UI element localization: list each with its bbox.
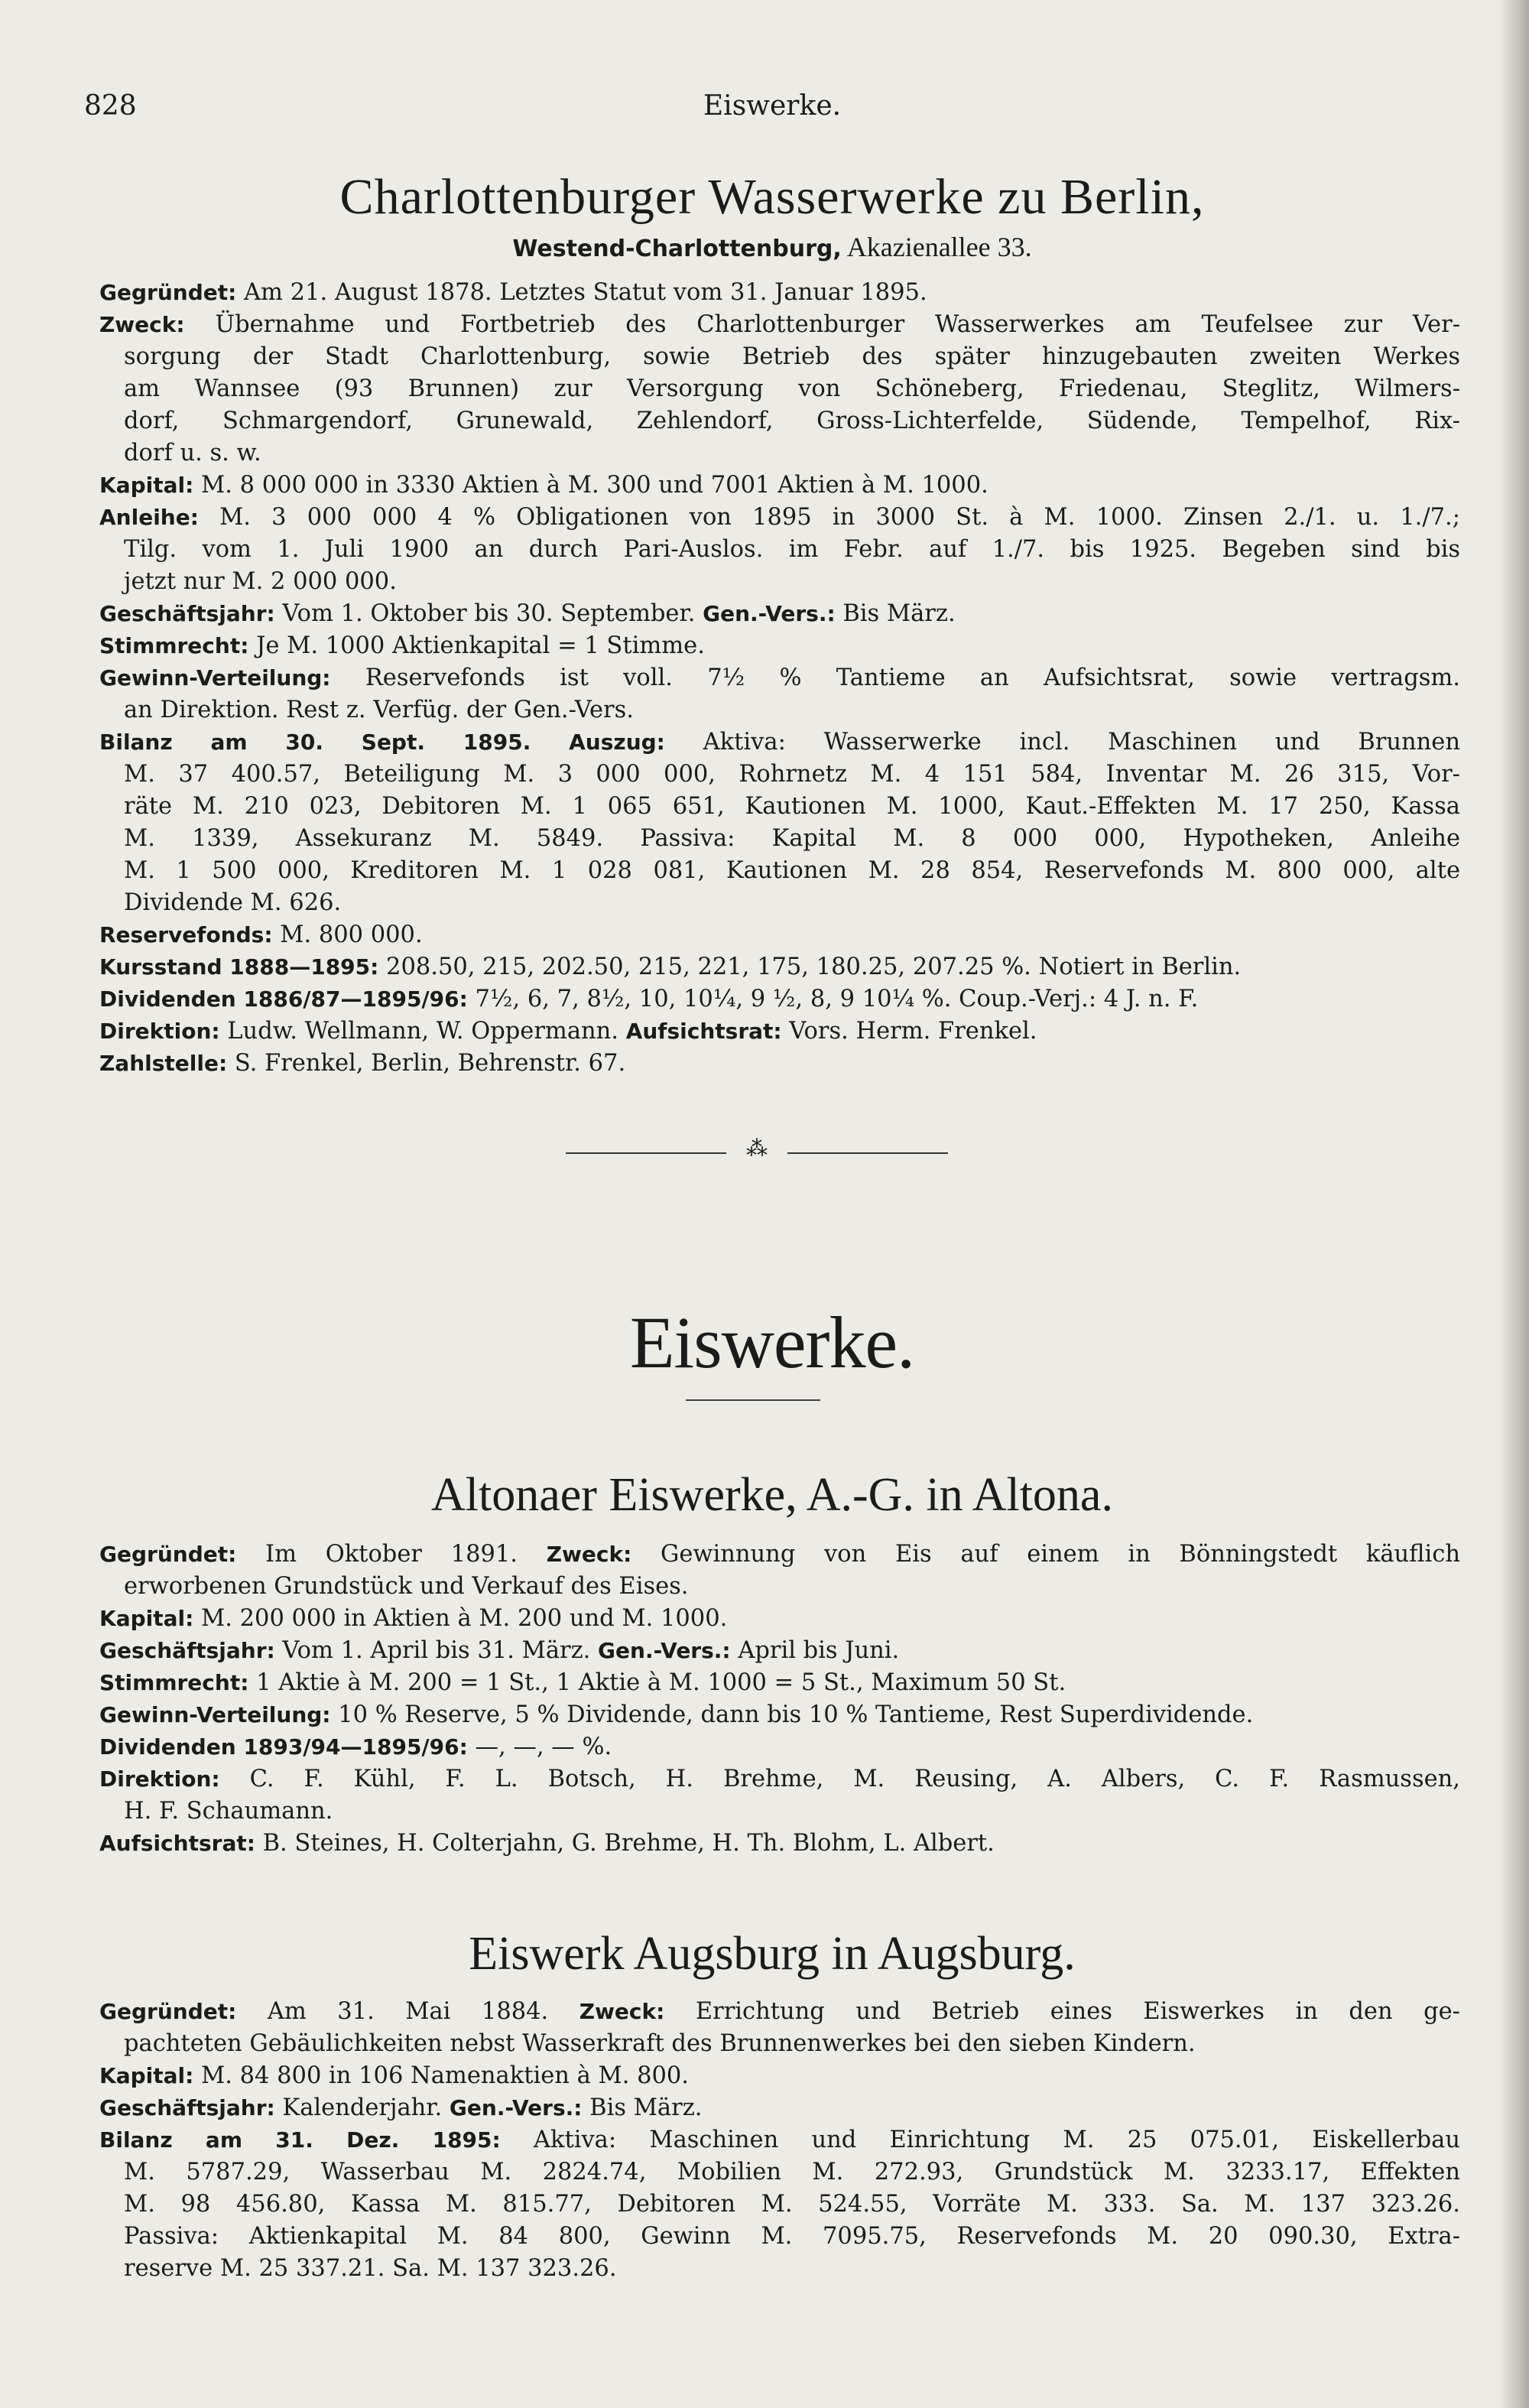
entry-continuation-line: [99, 1795, 1460, 1828]
entry-continuation-line: [99, 823, 1460, 855]
entry-text: räte M. 210 023, Debitoren M. 1 065 651, Kautionen M. 1000, Kaut.-Effekten M. 17 250, Kassa: [124, 793, 1460, 820]
entry-key: Dividenden 1886/87—1895/96:: [99, 986, 468, 1012]
section-divider: [566, 1136, 948, 1161]
entry-text: Im Oktober 1891.: [236, 1541, 547, 1568]
location-bold: Westend-Charlottenburg,: [512, 236, 842, 262]
entry-text: 10 % Reserve, 5 % Dividende, dann bis 10 % Tantieme, Rest Superdividende.: [330, 1701, 1254, 1728]
entry-text: an Direktion. Rest z. Verfüg. der Gen.-Vers.: [124, 697, 634, 723]
entry-text: am Wannsee (93 Brunnen) zur Versorgung von Schöneberg, Friedenau, Steglitz, Wilmers-: [124, 375, 1460, 402]
entry-line: [99, 2124, 1460, 2156]
entry-continuation-line: [99, 2156, 1460, 2189]
entry-line: [99, 662, 1460, 694]
entry-text: Am 21. August 1878. Letztes Statut vom 31. Januar 1895.: [236, 279, 927, 306]
entry-line: [99, 951, 1460, 983]
divider-line-left: [566, 1152, 726, 1154]
section-title: Eiswerke.: [629, 1301, 915, 1383]
entry-key: Gewinn-Verteilung:: [99, 1702, 331, 1727]
entry-key: Geschäftsjahr:: [99, 2095, 275, 2120]
entry-continuation-line: [99, 2028, 1460, 2060]
entry-key: Gegründet:: [99, 1999, 237, 2024]
entry-text: S. Frenkel, Berlin, Behrenstr. 67.: [227, 1050, 626, 1077]
entry-line: [99, 502, 1460, 534]
entry-line: [99, 2092, 1460, 2124]
entry-text: M. 3 000 000 4 % Obligationen von 1895 in 3000 St. à M. 1000. Zinsen 2./1. u. 1./7.;: [198, 504, 1460, 531]
entry-line: [99, 1828, 1460, 1860]
entry-key: Dividenden 1893/94—1895/96:: [99, 1734, 468, 1760]
entry-text: 1 Aktie à M. 200 = 1 St., 1 Aktie à M. 1000 = 5 St., Maximum 50 St.: [248, 1669, 1066, 1696]
location-address: Akazienallee 33.: [841, 232, 1032, 262]
company-title-altona: Altonaer Eiswerke, A.-G. in Altona.: [431, 1469, 1113, 1521]
entry-line: [99, 1731, 1460, 1763]
entry-text: M. 37 400.57, Beteiligung M. 3 000 000, Rohrnetz M. 4 151 584, Inventar M. 26 315, Vor-: [124, 761, 1460, 788]
entry-key: Kapital:: [99, 1606, 194, 1631]
entry-text: pachteten Gebäulichkeiten nebst Wasserkraft des Brunnenwerkes bei den sieben Kindern.: [124, 2030, 1196, 2057]
entry-text: M. 5787.29, Wasserbau M. 2824.74, Mobilien M. 272.93, Grundstück M. 3233.17, Effekten: [124, 2159, 1460, 2185]
entry-text: B. Steines, H. Colterjahn, G. Brehme, H. Th. Blohm, L. Albert.: [255, 1830, 995, 1857]
entry-key: Anleihe:: [99, 505, 199, 530]
entry-line: [99, 277, 1460, 309]
entry-line: [99, 309, 1460, 341]
entry-key: Gen.-Vers.:: [449, 2095, 583, 2120]
company-title-augsburg: Eiswerk Augsburg in Augsburg.: [469, 1928, 1076, 1980]
entry-key: Stimmrecht:: [99, 633, 249, 658]
entry-key: Zweck:: [99, 312, 185, 337]
entry-key: Kapital:: [99, 2063, 194, 2088]
entry-text: 7½, 6, 7, 8½, 10, 10¼, 9 ½, 8, 9 10¼ %. Coup.-Verj.: 4 J. n. F.: [467, 986, 1199, 1012]
entry-text: Bis März.: [835, 600, 956, 627]
entry-text: reserve M. 25 337.21. Sa. M. 137 323.26.: [124, 2255, 617, 2282]
page-header: [84, 90, 1460, 136]
entry-continuation-line: [99, 341, 1460, 373]
entry-text: Gewinnung von Eis auf einem in Bönningstedt käuflich: [631, 1541, 1460, 1568]
entry-line: [99, 1996, 1460, 2028]
entry-text: Vors. Herm. Frenkel.: [781, 1018, 1037, 1045]
entry-line: [99, 1048, 1460, 1080]
entry-text: erworbenen Grundstück und Verkauf des Eises.: [124, 1573, 689, 1600]
entry-line: [99, 630, 1460, 662]
entry-text: M. 98 456.80, Kassa M. 815.77, Debitoren M. 524.55, Vorräte M. 333. Sa. M. 137 323.26.: [124, 2191, 1460, 2218]
entry-key: Gen.-Vers.:: [598, 1638, 731, 1663]
entry-key: Gen.-Vers.:: [703, 601, 836, 626]
entry-key: Gegründet:: [99, 280, 237, 305]
entry-text: H. F. Schaumann.: [124, 1798, 333, 1825]
entry-text: Übernahme und Fortbetrieb des Charlottenburger Wasserwerkes am Teufelsee zur Ver-: [184, 311, 1460, 338]
entry-continuation-line: [99, 2253, 1460, 2285]
entry-line: [99, 1539, 1460, 1571]
entry-line: [99, 983, 1460, 1016]
entry-line: [99, 1699, 1460, 1731]
entry-continuation-line: [99, 437, 1460, 470]
entry-text: M. 800 000.: [272, 921, 423, 948]
entry-key: Bilanz am 30. Sept. 1895.: [99, 730, 531, 755]
entry-text: Aktiva: Maschinen und Einrichtung M. 25 075.01, Eiskellerbau: [500, 2127, 1460, 2153]
entry-text: C. F. Kühl, F. L. Botsch, H. Brehme, M. Reusing, A. Albers, C. F. Rasmussen,: [219, 1766, 1460, 1792]
entry-continuation-line: [99, 887, 1460, 919]
entry-text: Aktiva: Wasserwerke incl. Maschinen und Brunnen: [664, 729, 1460, 756]
entry-text: Vom 1. April bis 31. März.: [274, 1637, 599, 1664]
entry-continuation-line: [99, 405, 1460, 437]
company-details-altona: [99, 1539, 1460, 1860]
company-details-charlottenburg: [99, 277, 1460, 1080]
entry-key: Kursstand 1888—1895:: [99, 954, 379, 980]
entry-line: [99, 2060, 1460, 2092]
book-spine-shadow: [1498, 0, 1529, 2408]
entry-text: Dividende M. 626.: [124, 889, 342, 916]
entry-text: [531, 729, 569, 756]
entry-text: jetzt nur M. 2 000 000.: [124, 568, 397, 595]
entry-continuation-line: [99, 534, 1460, 566]
entry-key: Kapital:: [99, 473, 194, 498]
entry-text: M. 1339, Assekuranz M. 5849. Passiva: Kapital M. 8 000 000, Hypotheken, Anleihe: [124, 825, 1460, 852]
entry-text: Passiva: Aktienkapital M. 84 800, Gewinn M. 7095.75, Reservefonds M. 20 090.30, Extra-: [124, 2223, 1460, 2250]
entry-text: Tilg. vom 1. Juli 1900 an durch Pari-Auslos. im Febr. auf 1./7. bis 1925. Begeben sind bis: [124, 536, 1460, 563]
entry-continuation-line: [99, 566, 1460, 598]
entry-key: Geschäftsjahr:: [99, 1638, 275, 1663]
entry-text: sorgung der Stadt Charlottenburg, sowie Betrieb des später hinzugebauten zweiten Werkes: [124, 343, 1460, 370]
entry-continuation-line: [99, 373, 1460, 405]
entry-key: Zweck:: [546, 1542, 632, 1567]
entry-continuation-line: [99, 1571, 1460, 1603]
section-rule: [686, 1399, 820, 1401]
running-title: Eiswerke.: [703, 90, 842, 122]
entry-key: Gewinn-Verteilung:: [99, 665, 331, 691]
entry-continuation-line: [99, 2221, 1460, 2253]
entry-continuation-line: [99, 855, 1460, 887]
entry-key: Reservefonds:: [99, 922, 273, 947]
ornament-icon: ⁂: [746, 1136, 768, 1161]
entry-line: [99, 1763, 1460, 1795]
entry-key: Direktion:: [99, 1766, 220, 1792]
entry-line: [99, 598, 1460, 630]
entry-text: 208.50, 215, 202.50, 215, 221, 175, 180.25, 207.25 %. Notiert in Berlin.: [378, 954, 1242, 980]
entry-text: Reservefonds ist voll. 7½ % Tantieme an Aufsichtsrat, sowie vertragsm.: [330, 665, 1460, 691]
entry-key: Auszug:: [569, 730, 665, 755]
entry-key: Zweck:: [579, 1999, 665, 2024]
entry-text: Bis März.: [582, 2094, 703, 2121]
entry-text: —, —, — %.: [467, 1734, 612, 1760]
company-details-augsburg: [99, 1996, 1460, 2285]
company-location-charlottenburg: [84, 231, 1460, 263]
entry-line: [99, 1635, 1460, 1667]
entry-key: Zahlstelle:: [99, 1051, 228, 1076]
entry-key: Aufsichtsrat:: [99, 1831, 255, 1856]
entry-line: [99, 470, 1460, 502]
entry-line: [99, 1603, 1460, 1635]
entry-key: Bilanz am 31. Dez. 1895:: [99, 2127, 501, 2153]
entry-text: Ludw. Wellmann, W. Oppermann.: [219, 1018, 626, 1045]
entry-text: M. 1 500 000, Kreditoren M. 1 028 081, Kautionen M. 28 854, Reservefonds M. 800 000, alte: [124, 857, 1460, 884]
entry-line: [99, 919, 1460, 951]
entry-text: Vom 1. Oktober bis 30. September.: [274, 600, 703, 627]
entry-text: April bis Juni.: [730, 1637, 900, 1664]
entry-text: M. 8 000 000 in 3330 Aktien à M. 300 und 7001 Aktien à M. 1000.: [193, 472, 988, 499]
entry-key: Geschäftsjahr:: [99, 601, 275, 626]
divider-line-right: [787, 1152, 948, 1154]
entry-text: dorf, Schmargendorf, Grunewald, Zehlendorf, Gross-Lichterfelde, Südende, Tempelhof, Rix-: [124, 408, 1460, 434]
entry-text: Je M. 1000 Aktienkapital = 1 Stimme.: [248, 632, 705, 659]
entry-key: Gegründet:: [99, 1542, 237, 1567]
entry-key: Direktion:: [99, 1019, 220, 1044]
entry-line: [99, 1016, 1460, 1048]
entry-key: Aufsichtsrat:: [625, 1019, 782, 1044]
entry-text: M. 84 800 in 106 Namenaktien à M. 800.: [193, 2062, 690, 2089]
entry-text: M. 200 000 in Aktien à M. 200 und M. 1000.: [193, 1605, 728, 1632]
entry-continuation-line: [99, 791, 1460, 823]
company-title-charlottenburg: Charlottenburger Wasserwerke zu Berlin,: [339, 169, 1205, 225]
entry-text: Errichtung und Betrieb eines Eiswerkes in den ge-: [664, 1998, 1460, 2025]
entry-text: dorf u. s. w.: [124, 440, 261, 466]
entry-continuation-line: [99, 694, 1460, 726]
entry-line: [99, 726, 1460, 759]
page-number: 828: [84, 90, 137, 122]
entry-line: [99, 1667, 1460, 1699]
entry-continuation-line: [99, 759, 1460, 791]
entry-key: Stimmrecht:: [99, 1670, 249, 1695]
entry-text: Am 31. Mai 1884.: [236, 1998, 579, 2025]
entry-continuation-line: [99, 2189, 1460, 2221]
entry-text: Kalenderjahr.: [274, 2094, 450, 2121]
